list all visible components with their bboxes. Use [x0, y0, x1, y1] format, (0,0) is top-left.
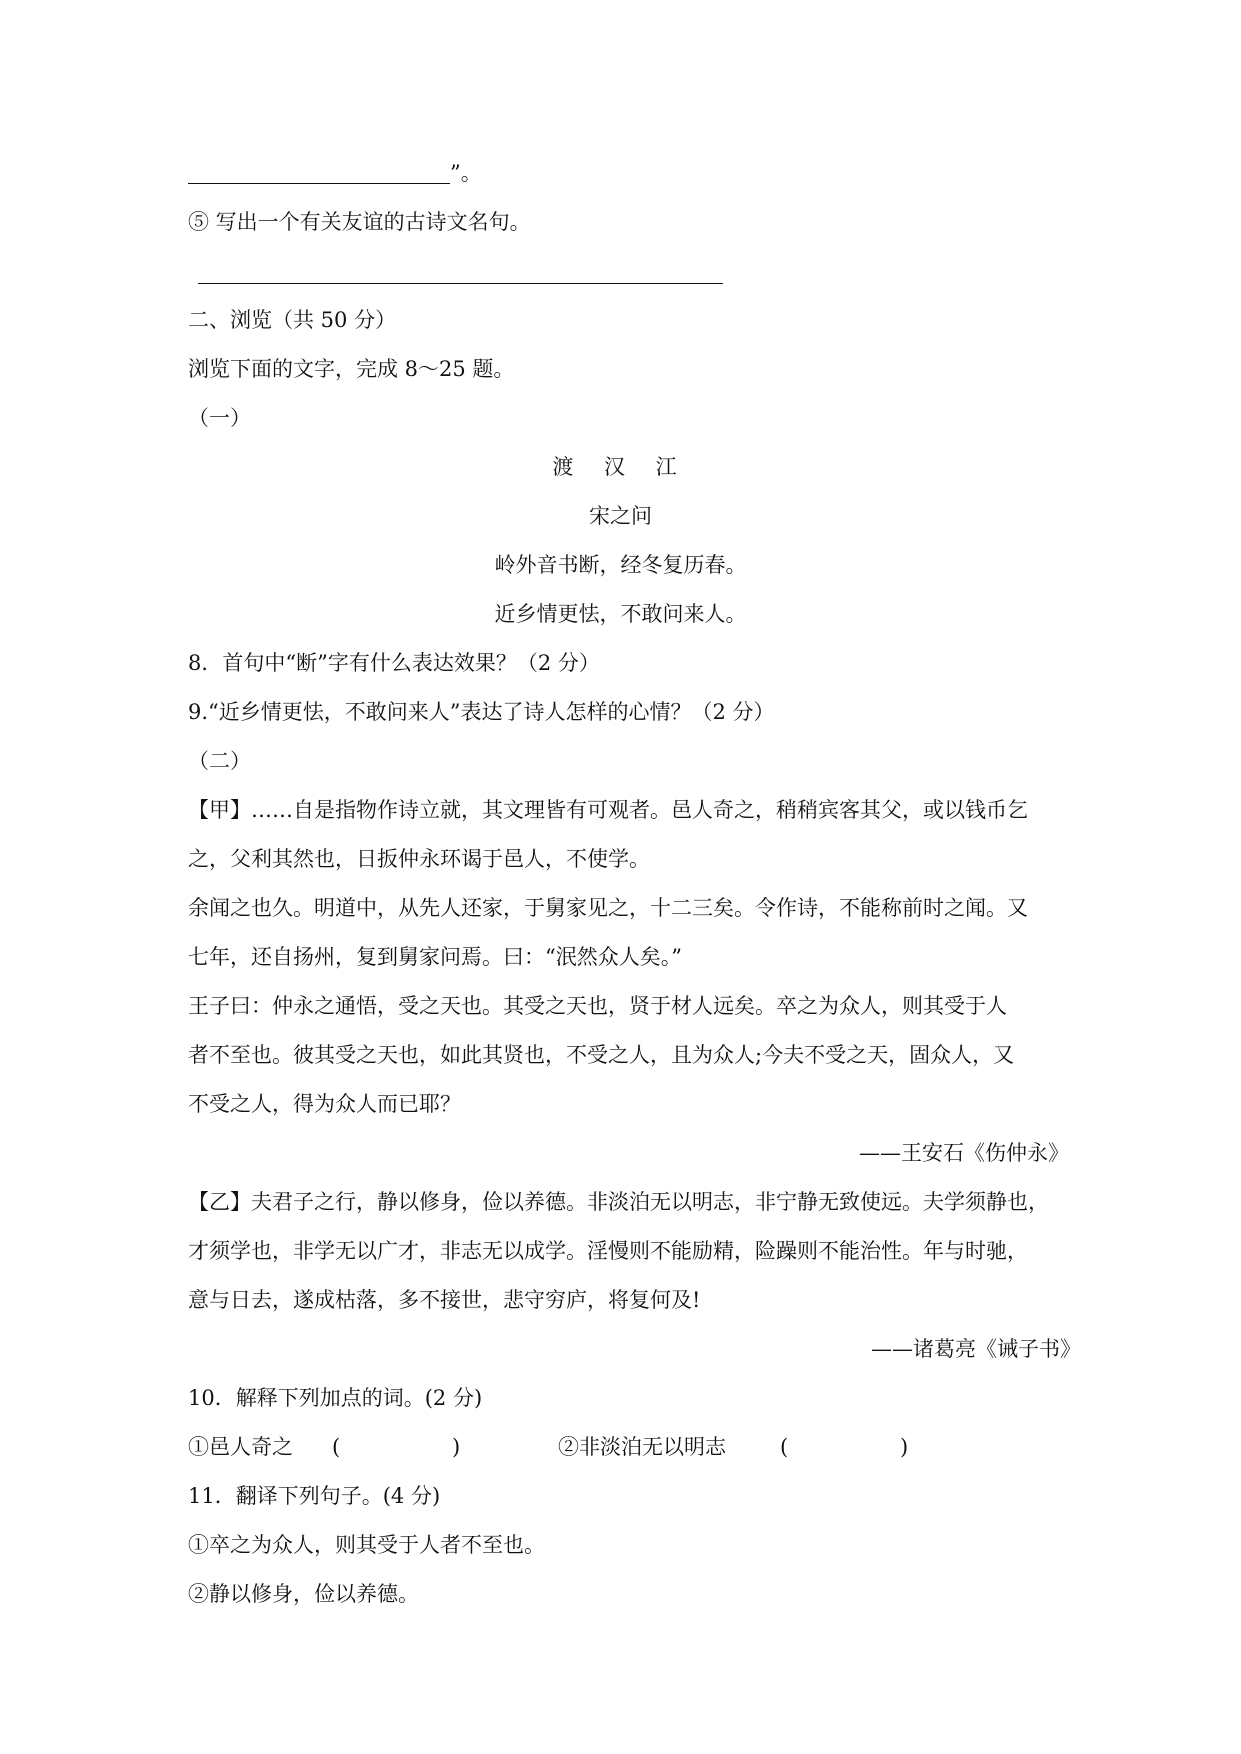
poem-author: 宋之问	[589, 504, 652, 528]
poem-line-1: 岭外音书断，经冬复历春。	[494, 553, 747, 577]
question-11-stem: 11．翻译下列句子。(4 分)	[188, 1484, 441, 1508]
poem-title: 渡 汉 江	[552, 455, 689, 479]
passage-jia-line: 者不至也。彼其受之天也，如此其贤也，不受之人，且为众人;今夫不受之天，固众人，又	[188, 1043, 1015, 1067]
question-8: 8．首句中“断”字有什么表达效果？（2 分）	[188, 651, 600, 675]
part-2-label: （二）	[188, 749, 251, 773]
passage-jia-line: 王子曰：仲永之通悟，受之天也。其受之天也，贤于材人远矣。卒之为众人，则其受于人	[188, 994, 1007, 1018]
question-11-item-2: ②静以修身，俭以养德。	[188, 1582, 419, 1606]
passage-yi-line: 才须学也，非学无以广才，非志无以成学。淫慢则不能励精，险躁则不能治性。年与时驰，	[188, 1239, 1028, 1263]
answer-blank-q5[interactable]	[198, 283, 723, 284]
passage-jia-line: 七年，还自扬州，复到舅家问焉。曰：“泯然众人矣。”	[188, 945, 682, 969]
passage-jia-source: ——王安石《伤仲永》	[859, 1141, 1069, 1165]
passage-jia-line: 之，父利其然也，日扳仲永环谒于邑人，不使学。	[188, 847, 650, 871]
passage-yi-line: 意与日去，遂成枯落，多不接世，悲守穷庐，将复何及!	[188, 1288, 701, 1312]
part-1-label: （一）	[188, 406, 251, 430]
passage-yi-line: 【乙】夫君子之行，静以修身，俭以养德。非淡泊无以明志，非宁静无致使远。夫学须静也，	[188, 1190, 1049, 1214]
passage-yi-source: ——诸葛亮《诫子书》	[871, 1337, 1081, 1361]
answer-paren-open: (	[332, 1435, 341, 1459]
answer-paren-close: )	[900, 1435, 909, 1459]
question-10-item-1: ①邑人奇之	[188, 1435, 293, 1459]
poem-line-2: 近乡情更怯，不敢问来人。	[494, 602, 747, 626]
question-10-stem: 10．解释下列加点的词。(2 分)	[188, 1386, 483, 1410]
passage-jia-line: 不受之人，得为众人而已耶？	[188, 1092, 461, 1116]
passage-jia-line: 【甲】……自是指物作诗立就，其文理皆有可观者。邑人奇之，稍稍宾客其父，或以钱币乞	[188, 798, 1028, 822]
passage-jia-line: 余闻之也久。明道中，从先人还家，于舅家见之，十二三矣。令作诗，不能称前时之闻。又	[188, 896, 1028, 920]
section-2-heading: 二、浏览（共 50 分）	[188, 308, 397, 332]
question-5: ⑤ 写出一个有关友谊的古诗文名句。	[188, 210, 531, 234]
answer-blank-top[interactable]	[188, 183, 450, 184]
answer-paren-close: )	[452, 1435, 461, 1459]
question-11-item-1: ①卒之为众人，则其受于人者不至也。	[188, 1533, 545, 1557]
answer-paren-open: (	[780, 1435, 789, 1459]
question-9: 9.“近乡情更怯，不敢问来人”表达了诗人怎样的心情？（2 分）	[188, 700, 775, 724]
section-2-instruction: 浏览下面的文字，完成 8～25 题。	[188, 357, 515, 381]
question-10-item-2: ②非淡泊无以明志	[558, 1435, 726, 1459]
blank-tail-text: ”。	[450, 161, 482, 185]
